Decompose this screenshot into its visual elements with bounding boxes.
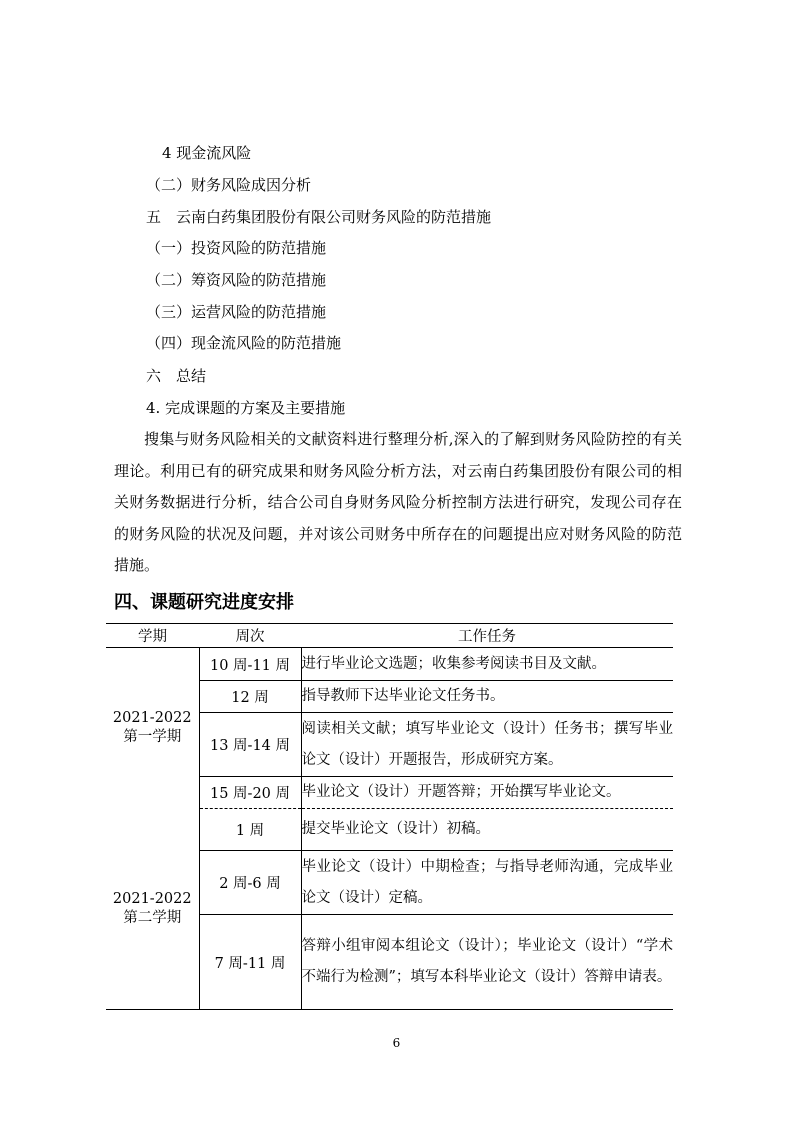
task-cell: 毕业论文（设计）中期检查；与指导老师沟通，完成毕业论文（设计）定稿。 [301, 851, 673, 915]
outline-sub-operation: （三）运营风险的防范措施 [146, 303, 327, 321]
weeks-cell: 7 周-11 周 [199, 915, 301, 1010]
semester-1-cell [106, 648, 199, 809]
page-number: 6 [392, 1036, 401, 1050]
outline-sub-financing: （二）筹资风险的防范措施 [146, 271, 327, 289]
outline-chapter-6: 六 总结 [146, 367, 207, 385]
outline-section-risk-causes: （二）财务风险成因分析 [146, 176, 312, 194]
outline-item-cashflow-risk: 4 现金流风险 [162, 144, 252, 162]
weeks-cell: 13 周-14 周 [199, 713, 301, 777]
task-cell: 指导教师下达毕业论文任务书。 [301, 681, 673, 713]
outline-sub-investment: （一）投资风险的防范措施 [146, 239, 327, 257]
plan-title: 4. 完成课题的方案及主要措施 [146, 399, 346, 417]
schedule-heading: 四、课题研究进度安排 [114, 592, 294, 613]
task-cell: 答辩小组审阅本组论文（设计）；毕业论文（设计）“学术不端行为检测”；填写本科毕业论文（设计）答辩申请表。 [301, 915, 673, 1010]
table-row [106, 648, 673, 681]
header-task: 工作任务 [301, 624, 673, 648]
weeks-cell: 15 周-20 周 [199, 777, 301, 809]
outline-chapter-5: 五 云南白药集团股份有限公司财务风险的防范措施 [146, 208, 492, 226]
header-weeks: 周次 [199, 624, 301, 648]
outline-sub-cashflow: （四）现金流风险的防范措施 [146, 334, 342, 352]
semester-1-term: 第一学期 [123, 729, 182, 746]
task-cell: 进行毕业论文选题；收集参考阅读书目及文献。 [301, 648, 673, 681]
table-row [106, 809, 673, 851]
schedule-table [106, 623, 673, 1010]
task-cell: 阅读相关文献；填写毕业论文（设计）任务书；撰写毕业论文（设计）开题报告，形成研究方案。 [301, 713, 673, 777]
semester-2-term: 第二学期 [123, 909, 182, 926]
weeks-cell: 1 周 [199, 809, 301, 851]
semester-1-year: 2021-2022 [112, 710, 192, 727]
semester-2-cell [106, 809, 199, 1010]
plan-paragraph: 搜集与财务风险相关的文献资料进行整理分析,深入的了解到财务风险防控的有关理论。利用已有的研究成果和财务风险分析方法，对云南白药集团股份有限公司的相关财务数据进行分析，结合公司自身财务风险分析控制方法进行研究，发现公司存在的财务风险的状况及问题，并对该公司财务中所存在的问题提出应对财务风险的防范措施。 [114, 430, 682, 574]
schedule-header-row [106, 624, 673, 648]
header-semester: 学期 [106, 624, 199, 648]
weeks-cell: 10 周-11 周 [199, 648, 301, 681]
weeks-cell: 12 周 [199, 681, 301, 713]
task-cell: 提交毕业论文（设计）初稿。 [301, 809, 673, 851]
weeks-cell: 2 周-6 周 [199, 851, 301, 915]
semester-2-year: 2021-2022 [112, 890, 192, 907]
task-cell: 毕业论文（设计）开题答辩；开始撰写毕业论文。 [301, 777, 673, 809]
